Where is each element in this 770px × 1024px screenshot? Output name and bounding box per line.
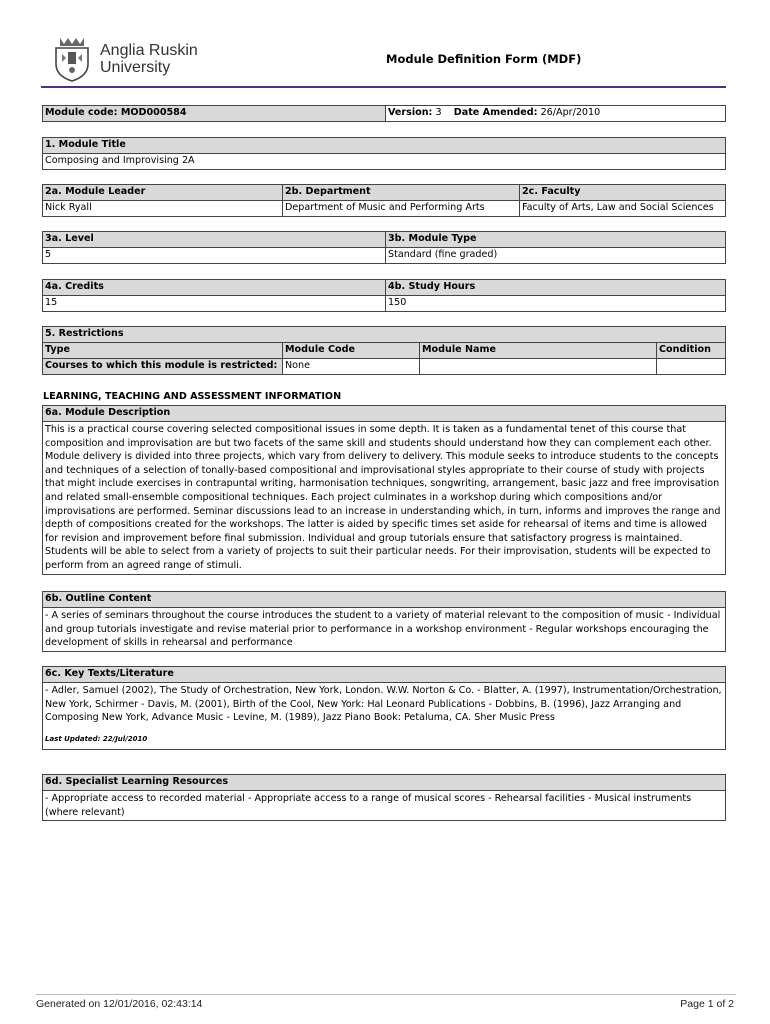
module-type-label: 3b. Module Type [386, 232, 726, 248]
restrictions-table [42, 326, 726, 375]
resources-table [42, 774, 726, 821]
outline-text: - A series of seminars throughout the course introduces the student to a variety of material relevant to the composition of music - Individual and group tutorials investigate and revise material prior to performance in a workshop environment - Regular workshops encouraging the development of skills in rehearsal and performance [43, 608, 726, 652]
last-updated: Last Updated: 22/Jul/2010 [45, 734, 148, 743]
module-title-label: 1. Module Title [43, 138, 726, 154]
date-amended-value: 26/Apr/2010 [540, 107, 601, 118]
version-value: 3 [435, 107, 442, 118]
restrictions-label: 5. Restrictions [43, 327, 726, 343]
study-hours-value: 150 [386, 296, 726, 312]
resources-text: - Appropriate access to recorded material - Appropriate access to a range of musical scores - Rehearsal facilities - Musical instruments (where relevant) [43, 791, 726, 821]
university-logo [50, 34, 210, 84]
module-title-table [42, 137, 726, 170]
credits-hours-table [42, 279, 726, 312]
footer-rule [36, 994, 736, 995]
module-code-label: Module code: [45, 107, 118, 118]
outline-label: 6b. Outline Content [43, 592, 726, 608]
form-title: Module Definition Form (MDF) [386, 52, 582, 66]
header-rule [41, 86, 726, 88]
module-leader-label: 2a. Module Leader [43, 185, 283, 201]
module-title-value: Composing and Improvising 2A [43, 154, 726, 170]
restrictions-row-condition [657, 359, 726, 375]
outline-table [42, 591, 726, 652]
department-label: 2b. Department [283, 185, 520, 201]
restrictions-row-code: None [283, 359, 420, 375]
level-value: 5 [43, 248, 386, 264]
texts-table [42, 666, 726, 750]
restrictions-col-condition: Condition [657, 343, 726, 359]
summary-table [42, 105, 726, 122]
module-leader-value: Nick Ryall [43, 201, 283, 217]
page-number: Page 1 of 2 [680, 998, 734, 1010]
date-amended-label: Date Amended: [453, 107, 538, 118]
restrictions-row-name [420, 359, 657, 375]
faculty-label: 2c. Faculty [520, 185, 726, 201]
restrictions-col-name: Module Name [420, 343, 657, 359]
restrictions-col-code: Module Code [283, 343, 420, 359]
resources-label: 6d. Specialist Learning Resources [43, 775, 726, 791]
description-table [42, 405, 726, 575]
restrictions-row-type: Courses to which this module is restricted: [43, 359, 283, 375]
texts-cell [43, 683, 726, 750]
description-text: This is a practical course covering selected compositional issues in some depth. It is taken as a fundamental tenet of this course that composition and improvisation are but two facets of the same skill and students should understand how they can complement each other. Module delivery is divided into three projects, which vary from delivery to delivery. This module seeks to introduce students to the concepts and techniques of a selection of tonally-based compositional and improvisational styles appropriate to their course of study with projects that might include exercises in contrapuntal writing, harmonisation techniques, songwriting, arrangement, basic jazz and free improvisation and related small-ensemble compositional techniques. Each project culminates in a workshop during which compositions and/or improvisations are performed. Seminar discussions lead to an increase in understanding which, in turn, informs and improves the range and depth of compositions created for the workshops. The latter is aided by specific times set aside for rehearsal of items and time is allowed for revision and improvement before final submission. Individual and group tutorials ensure that satisfactory progress is maintained. Students will be able to select from a variety of projects to suit their particular needs. For their improvisation, students will be expected to perform from an agreed range of stimuli. [43, 422, 726, 575]
version-date-cell [386, 106, 726, 122]
department-value: Department of Music and Performing Arts [283, 201, 520, 217]
module-code-value: MOD000584 [120, 107, 187, 118]
university-name-line1: Anglia Ruskin [100, 42, 198, 59]
texts-label: 6c. Key Texts/Literature [43, 667, 726, 683]
credits-value: 15 [43, 296, 386, 312]
university-crest-icon [50, 34, 94, 82]
version-label: Version: [388, 107, 433, 118]
ltai-heading: LEARNING, TEACHING AND ASSESSMENT INFORMATION [43, 391, 342, 402]
study-hours-label: 4b. Study Hours [386, 280, 726, 296]
faculty-value: Faculty of Arts, Law and Social Sciences [520, 201, 726, 217]
university-name [100, 42, 198, 76]
restrictions-col-type: Type [43, 343, 283, 359]
module-type-value: Standard (fine graded) [386, 248, 726, 264]
university-name-line2: University [100, 59, 171, 76]
description-label: 6a. Module Description [43, 406, 726, 422]
leader-department-faculty-table [42, 184, 726, 217]
level-type-table [42, 231, 726, 264]
credits-label: 4a. Credits [43, 280, 386, 296]
level-label: 3a. Level [43, 232, 386, 248]
module-code-cell [43, 106, 386, 122]
texts-text: - Adler, Samuel (2002), The Study of Orchestration, New York, London. W.W. Norton & Co. - Blatter, A. (1997), Instrumentation/Orchestration, New York, Schirmer - Davis, M. (2001), Birth of the Cool, New York: Hal Leonard Publications - Dobbins, B. (1996), Jazz Arranging and Composing New York, Advance Music - Levine, M. (1989), Jazz Piano Book: Petaluma, CA. Sher Music Press [45, 685, 722, 724]
generated-timestamp: Generated on 12/01/2016, 02:43:14 [36, 998, 203, 1010]
